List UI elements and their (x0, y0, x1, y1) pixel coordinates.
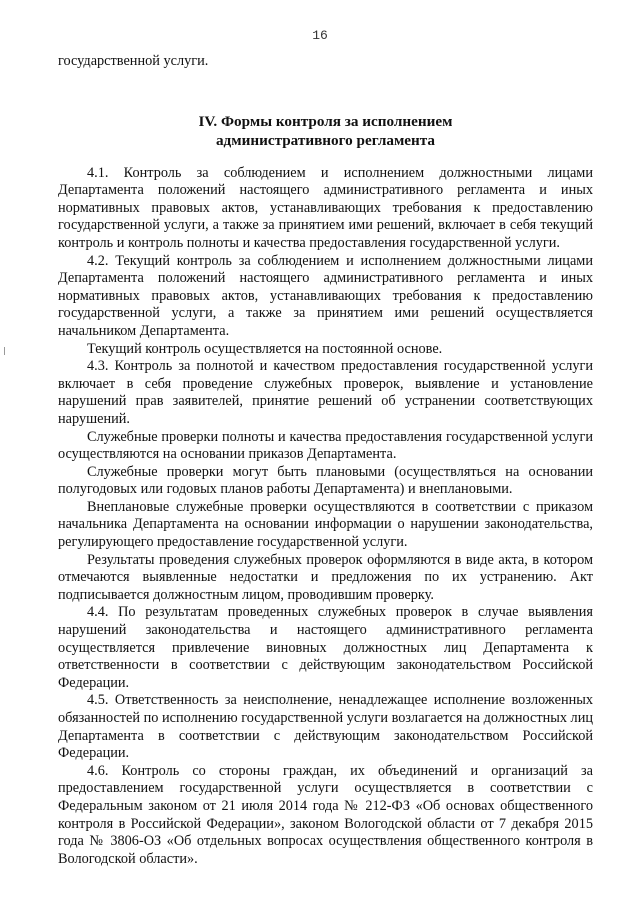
paragraph-unscheduled-inspections: Внеплановые служебные проверки осуществляются в соответствии с приказом начальника Департамента на основании информации о нарушении законодательства, регулирующего предоставление государственной услуги. (58, 498, 593, 551)
paragraph-current-control: Текущий контроль осуществляется на постоянной основе. (87, 340, 443, 357)
paragraph-4-2: 4.2. Текущий контроль за соблюдением и исполнением должностными лицами Департамента положений настоящего административного регламента и иных нормативных правовых актов, устанавливающих требования к предоставлению государственной услуги, а также за принятием ими решений осуществляется начальником Департамента. (58, 252, 593, 339)
paragraph-inspection-types: Служебные проверки могут быть плановыми (осуществляться на основании полугодовых или годовых планов работы Департамента) и внеплановыми. (58, 463, 593, 498)
margin-mark (4, 347, 5, 355)
section-title-line2: административного регламента (215, 131, 436, 149)
paragraph-4-5: 4.5. Ответственность за неисполнение, ненадлежащее исполнение возложенных обязанностей по исполнению государственной услуги возлагается на должностных лиц Департамента в соответствии с действующим законодательством Российской Федерации. (58, 692, 593, 762)
continued-text: государственной услуги. (58, 53, 209, 69)
paragraph-4-3: 4.3. Контроль за полнотой и качеством предоставления государственной услуги включает в себя проведение служебных проверок, выявление и установление нарушений прав заявителей, принятие решений об устранении соответствующих нарушений. (58, 358, 593, 427)
page-number: 16 (312, 28, 328, 43)
paragraph-inspection-results: Результаты проведения служебных проверок оформляются в виде акта, в котором отмечаются выявленные недостатки и предложения по их устранению. Акт подписывается должностным лицом, проводившим проверку. (58, 551, 593, 603)
document-body (58, 53, 593, 868)
section-heading (58, 112, 593, 150)
paragraph-4-6: 4.6. Контроль со стороны граждан, их объединений и организаций за предоставлением государственной услуги осуществляется в соответствии с Федеральным законом от 21 июля 2014 года № 212-ФЗ «Об основах общественного контроля в Российской Федерации», законом Вологодской области от 7 декабря 2015 года № 3806-ОЗ «Об отдельных вопросах осуществления общественного контроля в Вологодской области». (58, 762, 593, 867)
paragraph-4-4: 4.4. По результатам проведенных служебных проверок в случае выявления нарушений законодательства и настоящего административного регламента осуществляется привлечение виновных должностных лиц Департамента к ответственности в соответствии с действующим законодательством Российской Федерации. (58, 604, 593, 691)
paragraph-inspection-basis: Служебные проверки полноты и качества предоставления государственной услуги осуществляются на основании приказов Департамента. (58, 428, 593, 463)
paragraph-4-1: 4.1. Контроль за соблюдением и исполнением должностными лицами Департамента положений настоящего административного регламента и иных нормативных правовых актов, устанавливающих требования к предоставлению государственной услуги, а также за принятием ими решений, включает в себя текущий контроль и контроль полноты и качества предоставления государственной услуги. (58, 164, 593, 251)
section-title-line1: IV. Формы контроля за исполнением (198, 112, 453, 130)
